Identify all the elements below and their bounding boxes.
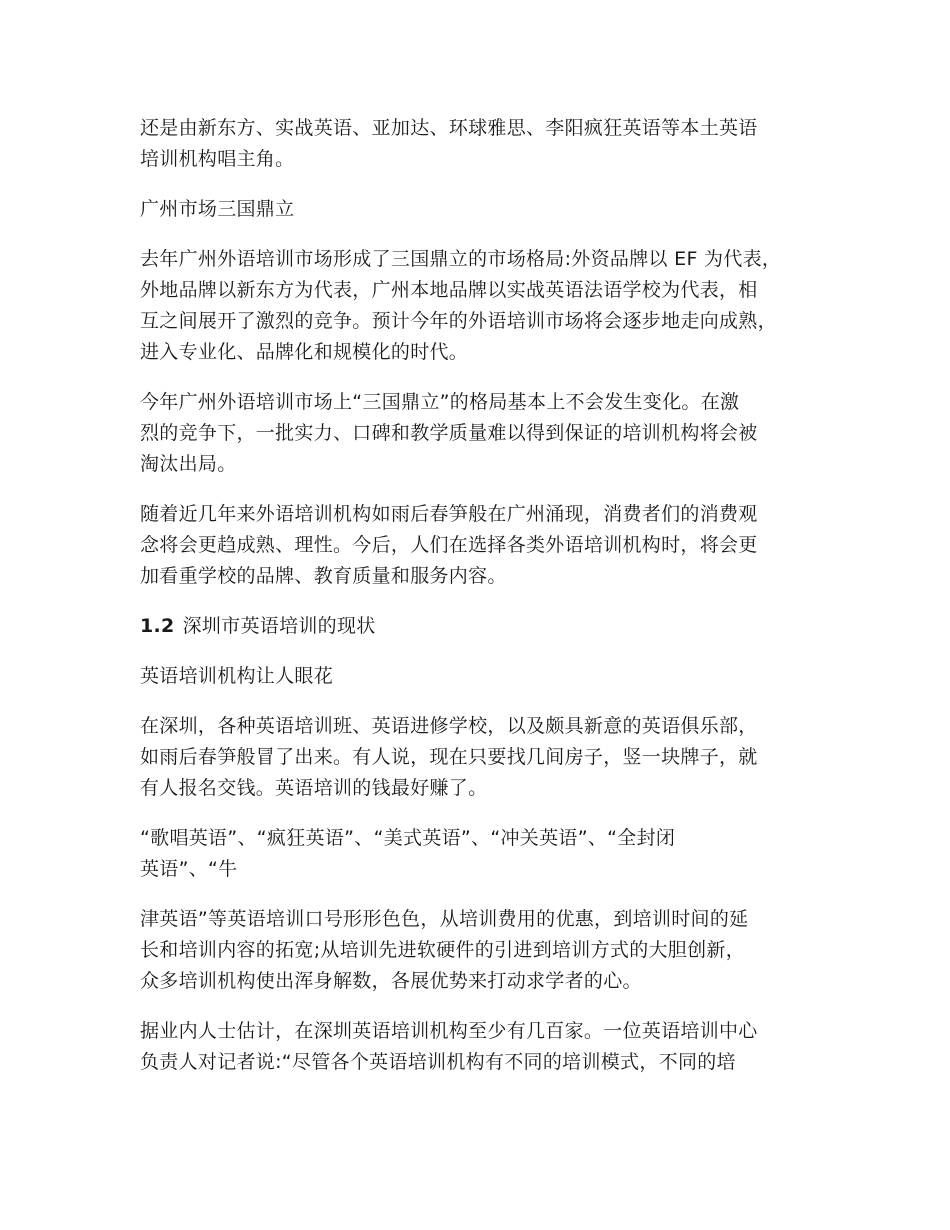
paragraph-line: 长和培训内容的拓宽;从培训先进软硬件的引进到培训方式的大胆创新， — [140, 939, 746, 961]
paragraph-line: 英语培训机构让人眼花 — [140, 665, 334, 687]
paragraph-line: 烈的竞争下，一批实力、口碑和教学质量难以得到保证的培训机构将会被 — [140, 422, 758, 444]
paragraph-line: 津英语”等英语培训口号形形色色，从培训费用的优惠，到培训时间的延 — [140, 908, 749, 930]
paragraph — [140, 244, 830, 368]
paragraph — [140, 904, 830, 997]
paragraph — [140, 113, 830, 175]
paragraph-group-shenzhen — [140, 661, 830, 1078]
paragraph-line: 加看重学校的品牌、教育质量和服务内容。 — [140, 565, 507, 587]
paragraph — [140, 1016, 830, 1078]
paragraph-line: 淘汰出局。 — [140, 453, 237, 475]
paragraph-line: 外地品牌以新东方为代表，广州本地品牌以实战英语法语学校为代表，相 — [140, 279, 758, 301]
paragraph — [140, 194, 830, 225]
paragraph-line: 英语”、“牛 — [140, 858, 238, 880]
paragraph-line: 还是由新东方、实战英语、亚加达、环球雅思、李阳疯狂英语等本土英语 — [140, 117, 758, 139]
section-number: 1.2 — [140, 615, 175, 637]
paragraph-line: 如雨后春笋般冒了出来。有人说，现在只要找几间房子，竖一块牌子，就 — [140, 746, 758, 768]
paragraph-line: 广州市场三国鼎立 — [140, 198, 295, 220]
paragraph-line: 随着近几年来外语培训机构如雨后春笋般在广州涌现，消费者们的消费观 — [140, 503, 758, 525]
paragraph-line: 培训机构唱主角。 — [140, 148, 295, 170]
paragraph — [140, 711, 830, 804]
paragraph-line: 众多培训机构使出浑身解数，各展优势来打动求学者的心。 — [140, 970, 642, 992]
paragraph-line: 据业内人士估计，在深圳英语培训机构至少有几百家。一位英语培训中心 — [140, 1020, 758, 1042]
paragraph-line: 今年广州外语培训市场上“三国鼎立”的格局基本上不会发生变化。在激 — [140, 391, 740, 413]
paragraph-group-guangzhou — [140, 113, 830, 592]
paragraph-line: “歌唱英语”、“疯狂英语”、“美式英语”、“冲关英语”、“全封闭 — [140, 827, 676, 849]
paragraph-line: 有人报名交钱。英语培训的钱最好赚了。 — [140, 777, 488, 799]
paragraph — [140, 387, 830, 480]
paragraph-line: 互之间展开了激烈的竞争。预计今年的外语培训市场将会逐步地走向成熟， — [140, 310, 777, 332]
paragraph — [140, 823, 830, 885]
section-heading — [140, 611, 830, 642]
section-title: 深圳市英语培训的现状 — [182, 615, 376, 637]
paragraph-line: 进入专业化、品牌化和规模化的时代。 — [140, 341, 469, 363]
paragraph-line: 去年广州外语培训市场形成了三国鼎立的市场格局:外资品牌以 EF 为代表， — [140, 248, 782, 270]
document-page — [140, 113, 830, 1097]
paragraph-line: 在深圳，各种英语培训班、英语进修学校，以及颇具新意的英语俱乐部， — [140, 715, 758, 737]
paragraph-line: 负责人对记者说:“尽管各个英语培训机构有不同的培训模式，不同的培 — [140, 1051, 736, 1073]
paragraph — [140, 499, 830, 592]
paragraph-line: 念将会更趋成熟、理性。今后，人们在选择各类外语培训机构时，将会更 — [140, 534, 758, 556]
paragraph — [140, 661, 830, 692]
